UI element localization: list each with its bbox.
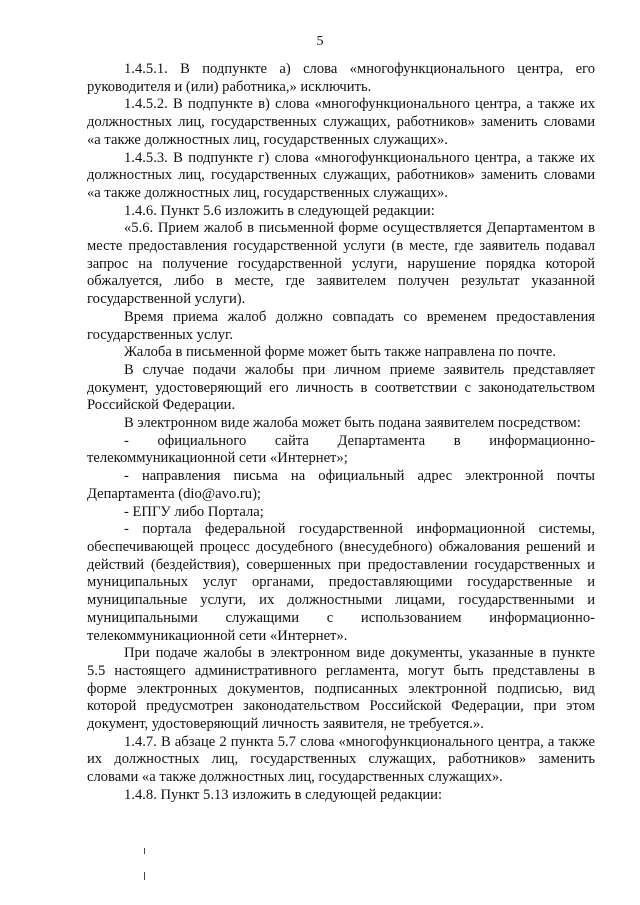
paragraph-1-4-6: 1.4.6. Пункт 5.6 изложить в следующей редакции: xyxy=(124,202,435,219)
paragraph-1-4-8: 1.4.8. Пункт 5.13 изложить в следующей редакции: xyxy=(124,786,443,803)
paragraph-electronic-documents: При подаче жалобы в электронном виде документы, указанные в пункте 5.5 настоящего административного регламента, могут быть представлены в форме электронных документов, подписанных электронной подписью, вид которой предусмотрен законодательством Российской Федерации, при этом документ, удостоверяющий личность заявителя, не требуется.». xyxy=(87,645,595,733)
scan-mark-1 xyxy=(144,848,145,854)
paragraph-postal: Жалоба в письменной форме может быть также направлена по почте. xyxy=(124,344,557,361)
paragraph-personal-reception: В случае подачи жалобы при личном приеме заявитель представляет документ, удостоверяющий его личность в соответствии с законодательством Российской Федерации. xyxy=(87,361,595,414)
paragraph-1-4-5-2: 1.4.5.2. В подпункте в) слова «многофункционального центра, а также их должностных лиц, государственных служащих, работников» заменить словами «а также должностных лиц, государственных служащих». xyxy=(87,96,595,148)
list-item-federal-portal: - портала федеральной государственной информационной системы, обеспечивающей процесс досудебного (внесудебного) обжалования решений и действий (бездействия), совершенных при предоставлении государственных и муниципальных услуг органами, предоставляющими государственные и муниципальные услуги, их должностными лицами, государственными и муниципальными служащими с использованием информационно-телекоммуникационной сети «Интернет». xyxy=(87,521,595,644)
document-body xyxy=(87,61,595,805)
paragraph-5-6-intro: «5.6. Прием жалоб в письменной форме осуществляется Департаментом в месте предоставления государственной услуги (в месте, где заявитель подавал запрос на получение государственной услуги, нарушение порядка которой обжалуется, либо в месте, где заявителем получен результат указанной государственной услуги). xyxy=(87,220,595,308)
list-item-epgu: - ЕПГУ либо Портала; xyxy=(124,503,264,520)
paragraph-electronic-intro: В электронном виде жалоба может быть подана заявителем посредством: xyxy=(124,415,581,432)
list-item-website: - официального сайта Департамента в информационно-телекоммуникационной сети «Интернет»; xyxy=(87,432,595,467)
paragraph-reception-time: Время приема жалоб должно совпадать со временем предоставления государственных услуг. xyxy=(87,308,595,343)
scan-mark-2 xyxy=(144,872,145,880)
paragraph-1-4-5-3: 1.4.5.3. В подпункте г) слова «многофункционального центра, а также их должностных лиц, государственных служащих, работников» заменить словами «а также должностных лиц, государственных служащих». xyxy=(87,149,595,201)
paragraph-1-4-7: 1.4.7. В абзаце 2 пункта 5.7 слова «многофункционального центра, а также их должностных лиц, государственных служащих, работников» заменить словами «а также должностных лиц, государственных служащих». xyxy=(87,733,595,786)
list-item-email: - направления письма на официальный адрес электронной почты Департамента (dio@avo.ru); xyxy=(87,468,595,502)
paragraph-1-4-5-1: 1.4.5.1. В подпункте а) слова «многофункционального центра, его руководителя и (или) работника,» исключить. xyxy=(87,61,595,95)
page-number: 5 xyxy=(316,34,324,49)
